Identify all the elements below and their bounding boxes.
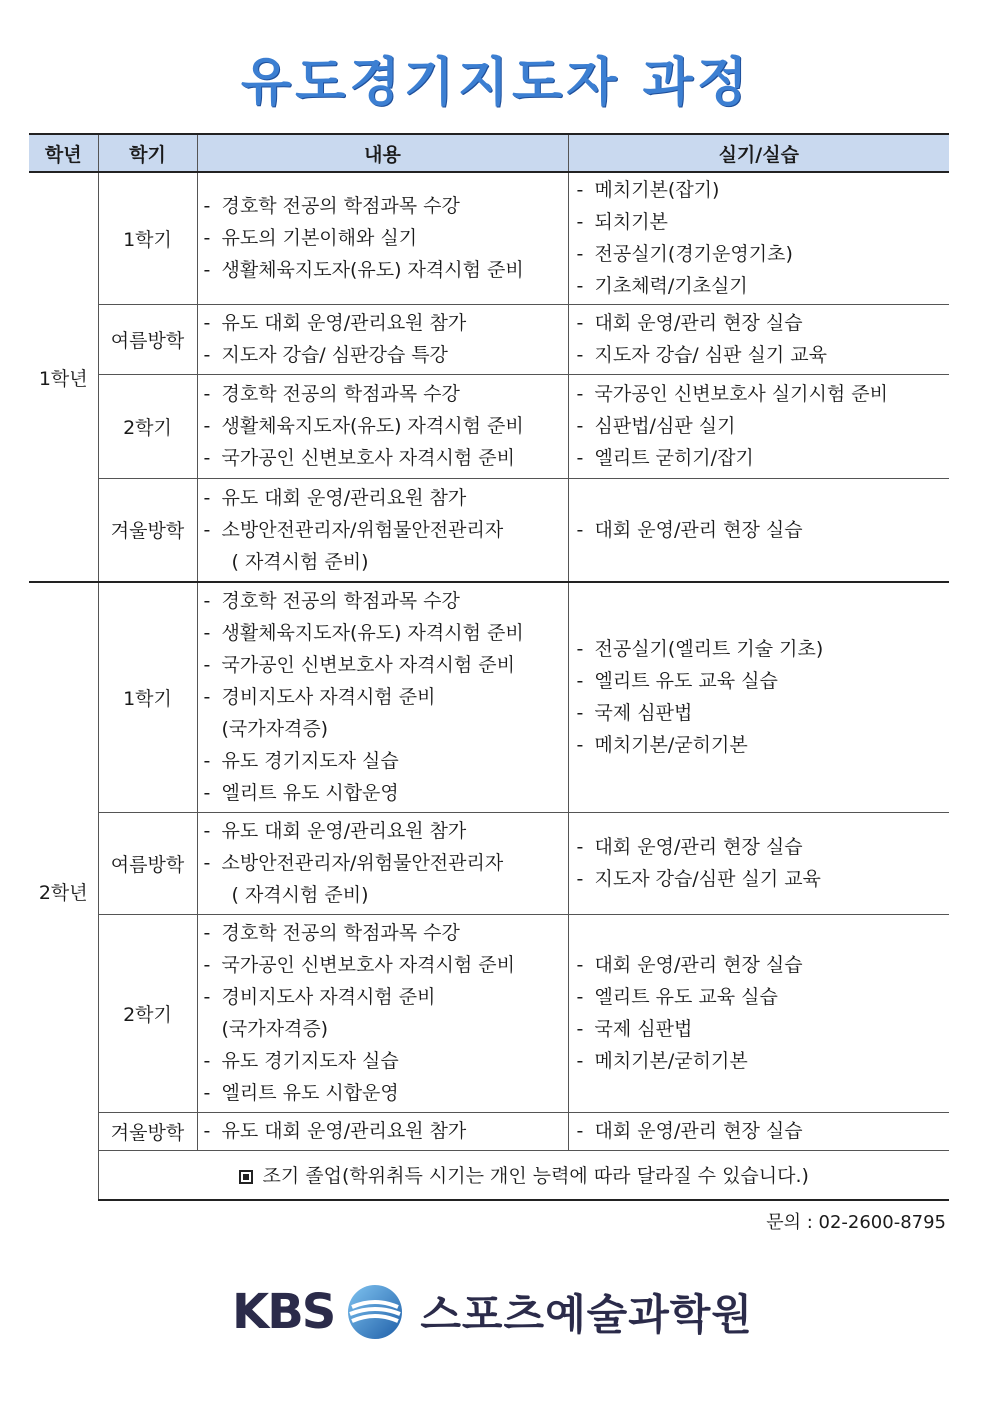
list-item: - 유도 경기지도자 실습 [203,750,399,773]
list-item: - 국가공인 신변보호사 자격시험 준비 [203,954,515,976]
list-item: - 엘리트 유도 교육 실습 [576,670,778,693]
list-item: - 국가공인 신변보호사 자격시험 준비 [203,447,515,469]
list-item: - 지도자 강습/심판 실기 교육 [576,868,821,890]
inquiry-contact: 문의 : 02-2600-8795 [766,1212,946,1233]
table-row [29,172,949,304]
kbs-emblem-icon [346,1283,404,1341]
practice-cell [568,478,949,582]
practice-cell [568,304,949,374]
list-item: - 엘리트 유도 시합운영 [203,782,399,805]
header-practice: 실기/실습 [568,134,949,172]
year-label: 1학년 [38,367,88,390]
list-item: - 심판법/심판 실기 [576,415,736,437]
list-item: - 유도 대회 운영/관리요원 참가 [203,1120,467,1142]
list-item: - 엘리트 유도 교육 실습 [576,986,778,1008]
list-item: - 생활체육지도자(유도) 자격시험 준비 [203,259,524,282]
list-item: - 국제 심판법 [576,702,693,725]
practice-cell [568,1112,949,1150]
semester-cell: 겨울방학 [98,478,197,582]
list-item: - 경호학 전공의 학점과목 수강 [203,590,460,613]
list-item: - 엘리트 굳히기/잡기 [576,447,754,469]
content-cell [197,812,568,914]
list-item: - 메치기본/굳히기본 [576,1050,748,1072]
content-cell [197,478,568,582]
header-content: 내용 [197,134,568,172]
list-item: - 전공실기(엘리트 기술 기초) [576,638,824,661]
list-item: - 대회 운영/관리 현장 실습 [576,1120,803,1142]
list-item: - 메치기본/굳히기본 [576,734,748,757]
curriculum-table [29,133,949,1201]
practice-cell [568,582,949,812]
table-row [29,1112,949,1150]
table-row [29,582,949,812]
list-item: - 대회 운영/관리 현장 실습 [576,312,803,334]
table-row [29,374,949,478]
list-item: - 생활체육지도자(유도) 자격시험 준비 [203,415,524,437]
logo-brand: KBS [232,1284,335,1340]
list-item: - 경호학 전공의 학점과목 수강 [203,922,460,944]
semester-cell: 여름방학 [98,304,197,374]
table-row [29,304,949,374]
list-item: - 국가공인 신변보호사 실기시험 준비 [576,383,888,405]
list-item: - 경호학 전공의 학점과목 수강 [203,195,460,218]
list-item: - 국제 심판법 [576,1018,693,1040]
list-item-continuation: ( 자격시험 준비) [231,550,369,573]
table-row [29,812,949,914]
content-cell [197,582,568,812]
list-item-note: (국가자격증) [221,718,329,741]
content-cell [197,172,568,304]
practice-cell [568,914,949,1112]
list-item: - 메치기본(잡기) [576,179,720,202]
list-item-note: (국가자격증) [221,1018,329,1040]
practice-cell [568,374,949,478]
list-item: - 경비지도사 자격시험 준비 [203,986,436,1008]
table-row [29,914,949,1112]
semester-cell: 1학기 [98,582,197,812]
semester-cell: 여름방학 [98,812,197,914]
list-item: - 경호학 전공의 학점과목 수강 [203,383,460,405]
content-cell [197,304,568,374]
list-item: - 유도 대회 운영/관리요원 참가 [203,486,467,509]
list-item: - 지도자 강습/ 심판강습 특강 [203,344,448,366]
table-row [29,478,949,582]
semester-cell: 2학기 [98,374,197,478]
list-item: - 대회 운영/관리 현장 실습 [576,954,803,976]
year-cell [29,582,98,1200]
list-item: - 유도 대회 운영/관리요원 참가 [203,820,467,842]
kbs-logo [232,1280,753,1344]
note-text: 조기 졸업(학위취득 시기는 개인 능력에 따라 달라질 수 있습니다.) [262,1165,809,1187]
practice-cell [568,812,949,914]
list-item: - 국가공인 신변보호사 자격시험 준비 [203,654,515,677]
list-item: - 유도 대회 운영/관리요원 참가 [203,312,467,334]
content-cell [197,914,568,1112]
list-item: - 생활체육지도자(유도) 자격시험 준비 [203,622,524,645]
note-row [29,1150,949,1200]
content-cell [197,1112,568,1150]
list-item: - 대회 운영/관리 현장 실습 [576,836,803,858]
semester-cell: 겨울방학 [98,1112,197,1150]
list-item: - 경비지도사 자격시험 준비 [203,686,436,709]
list-item: - 기초체력/기초실기 [576,275,748,298]
list-item: - 유도의 기본이해와 실기 [203,227,418,250]
list-item-continuation: ( 자격시험 준비) [231,884,369,906]
page-title: 유도경기지도자 과정 [240,53,752,113]
list-item: - 되치기본 [576,211,668,234]
content-cell [197,374,568,478]
year-label: 2학년 [38,881,88,904]
header-year: 학년 [29,134,98,172]
list-item: - 지도자 강습/ 심판 실기 교육 [576,344,827,366]
logo-school-name: 스포츠예술과학원 [420,1290,753,1339]
header-semester: 학기 [98,134,197,172]
square-bullet-icon [239,1170,253,1184]
practice-cell [568,172,949,304]
list-item: - 엘리트 유도 시합운영 [203,1082,399,1104]
list-item: - 대회 운영/관리 현장 실습 [576,518,803,541]
table-header-row [29,134,949,172]
list-item: - 전공실기(경기운영기초) [576,243,793,266]
list-item: - 소방안전관리자/위험물안전관리자 [203,518,504,541]
semester-cell: 1학기 [98,172,197,304]
year-cell [29,172,98,582]
list-item: - 소방안전관리자/위험물안전관리자 [203,852,504,874]
list-item: - 유도 경기지도자 실습 [203,1050,399,1072]
note-cell [98,1150,949,1200]
semester-cell: 2학기 [98,914,197,1112]
